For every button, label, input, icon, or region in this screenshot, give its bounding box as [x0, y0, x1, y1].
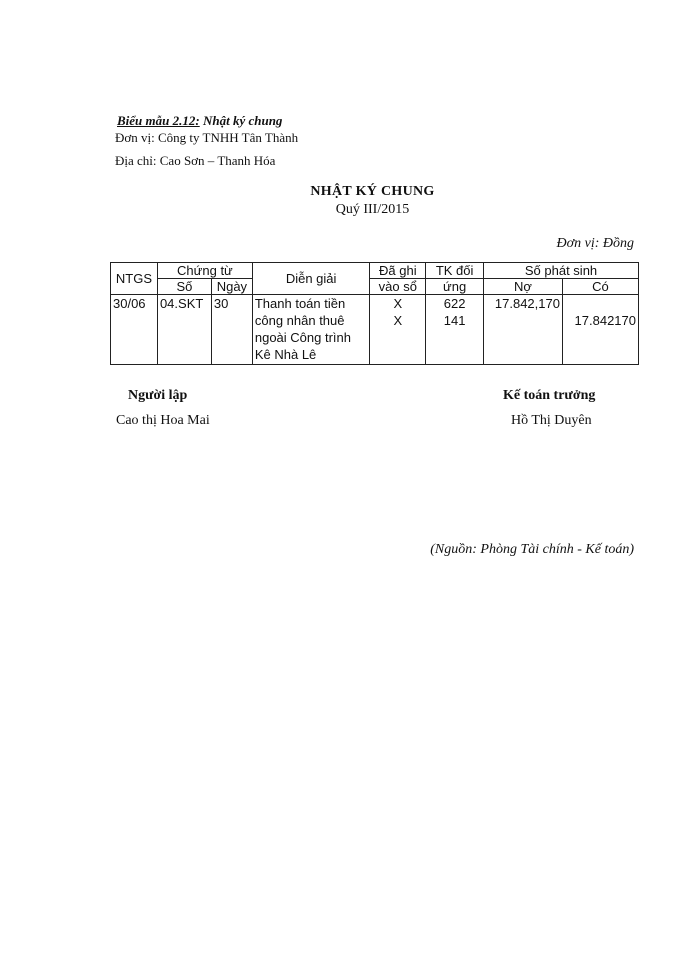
description-line: Kê Nhà Lê — [254, 347, 317, 362]
chief-accountant-name: Hồ Thị Duyên — [511, 413, 592, 428]
header-debit: Nợ — [484, 279, 563, 295]
form-number: Biểu mẫu 2.12: — [117, 113, 200, 128]
cell-voucher-no: 04.SKT — [157, 295, 211, 365]
account-code: 622 — [443, 296, 466, 311]
cell-description — [252, 295, 370, 365]
header-amount: Số phát sinh — [484, 263, 639, 279]
document-period: Quý III/2015 — [335, 202, 410, 217]
currency-unit-note: Đơn vị: Đồng — [556, 236, 634, 251]
posted-mark: X — [393, 313, 403, 328]
header-account-line2: ứng — [443, 279, 467, 294]
cell-account — [426, 295, 484, 365]
description-line: Thanh toán tiền — [254, 296, 346, 311]
header-voucher-no: Số — [157, 279, 211, 295]
form-name: Nhật ký chung — [199, 113, 283, 128]
header-posted — [370, 263, 426, 279]
header-description: Diễn giải — [252, 263, 370, 295]
header-account-line1: TK đối — [435, 263, 474, 278]
debit-amount: 17.842,170 — [494, 296, 560, 311]
document-title: NHẬT KÝ CHUNG — [310, 184, 435, 199]
header-voucher: Chứng từ — [157, 263, 252, 279]
table-header-row — [111, 263, 639, 279]
cell-ntgs: 30/06 — [111, 295, 158, 365]
company-unit-line: Đơn vị: Công ty TNHH Tân Thành — [115, 130, 299, 145]
header-posted-2 — [370, 279, 426, 295]
header-posted-line2: vào sổ — [378, 279, 417, 294]
cell-voucher-date: 30 — [211, 295, 252, 365]
preparer-title: Người lập — [128, 388, 188, 403]
table-subheader-row — [111, 279, 639, 295]
preparer-name: Cao thị Hoa Mai — [116, 413, 210, 428]
header-account-2 — [426, 279, 484, 295]
cell-posted — [370, 295, 426, 365]
description-line: ngoài Công trình — [254, 330, 351, 345]
credit-amount: 17.842170 — [574, 313, 636, 328]
credit-spacer — [565, 295, 636, 312]
description-line: công nhân thuê — [254, 313, 345, 328]
journal-table — [110, 262, 639, 365]
company-address-line: Địa chỉ: Cao Sơn – Thanh Hóa — [115, 153, 276, 168]
cell-debit — [484, 295, 563, 365]
header-ntgs: NTGS — [111, 263, 158, 295]
header-credit: Có — [562, 279, 638, 295]
account-code: 141 — [443, 313, 466, 328]
table-row — [111, 295, 639, 365]
cell-credit — [562, 295, 638, 365]
header-account — [426, 263, 484, 279]
posted-mark: X — [393, 296, 403, 311]
form-label — [117, 113, 282, 129]
header-voucher-date: Ngày — [211, 279, 252, 295]
header-posted-line1: Đã ghi — [379, 263, 417, 278]
source-note: (Nguồn: Phòng Tài chính - Kế toán) — [430, 542, 634, 557]
chief-accountant-title: Kế toán trưởng — [503, 388, 596, 403]
